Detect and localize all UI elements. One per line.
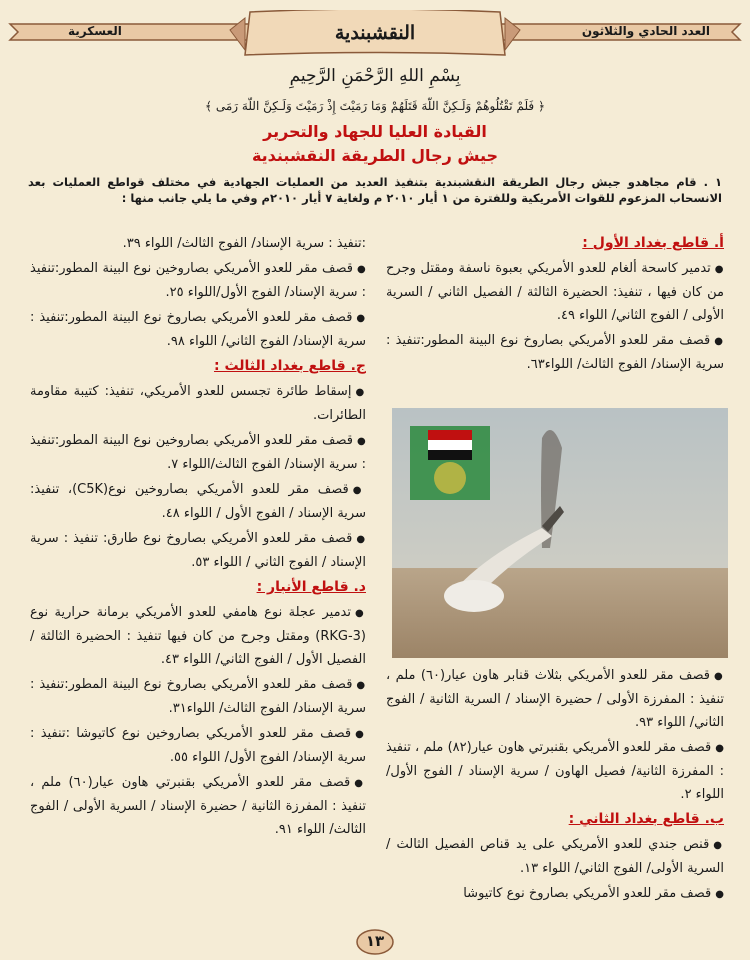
list-item: ●تدمير عجلة نوع هامفي للعدو الأمريكي برمانة حرارية نوع (RKG-3) ومقتل وجرح من كان فيها تنفيذ : الحضيرة الثالثة / الفصيل الأول / الفوج الثاني/ اللواء ٤٣. (30, 605, 367, 667)
right-column (386, 230, 724, 378)
list-item: ●قصف مقر للعدو الأمريكي بصاروخين نوع(C5K)، تنفيذ: سرية الإسناد / الفوج الأول / اللواء ٤٨. (30, 482, 366, 521)
section-heading-a: أ. قاطع بغداد الأول : (582, 235, 724, 251)
page-number: ١٣ (365, 932, 385, 950)
org-title-2: جيش رجال الطريقة النقشبندية (251, 146, 499, 165)
list-item: ●قصف مقر للعدو الأمريكي بصاروخ نوع البينة المطور:تنفيذ : سرية الإسناد/ الفوج الثالث/ اللواء٦٣. (386, 333, 724, 372)
list-item: ●قصف مقر للعدو الأمريكي بصاروخ نوع البينة المطور:تنفيذ : سرية الإسناد/ الفوج الثاني/ اللواء ٩٨. (30, 310, 366, 349)
rocket-launch-photo (392, 408, 728, 658)
quran-verse: ﴿ فَلَمْ تَقْتُلُوهُمْ وَلَـكِنَّ اللّهَ قَتَلَهُمْ وَمَا رَمَيْتَ إِذْ رَمَيْتَ وَلَـكِنَّ اللّهَ رَمَى ﴾ (205, 99, 545, 113)
list-item: ●إسقاط طائرة تجسس للعدو الأمريكي، تنفيذ: كتيبة مقاومة الطائرات. (30, 384, 366, 423)
list-item: ●قصف مقر للعدو الأمريكي بصاروخ نوع طارق: تنفيذ : سرية الإسناد / الفوج الثاني / اللواء ٥٣. (30, 531, 366, 570)
header-issue: العدد الحادي والثلاثون (581, 24, 710, 38)
continued-text: :تنفيذ : سرية الإسناد/ الفوج الثالث/ اللواء ٣٩. (122, 236, 366, 251)
basmala: بِسْمِ اللهِ الرَّحْمَنِ الرَّحِيمِ (289, 66, 461, 86)
list-item: ●قصف مقر للعدو الأمريكي بثلاث قنابر هاون عيار(٦٠) ملم ، تنفيذ : المفرزة الأولى / حضيرة الإسناد / السرية الثانية / الفوج الثاني/ اللواء ٩٣. (386, 668, 725, 730)
section-heading-c: ج. قاطع بغداد الثالث : (213, 358, 366, 374)
header-section: العسكرية (68, 24, 122, 38)
list-item: ●تدمير كاسحة ألغام للعدو الأمريكي بعبوة ناسفة ومقتل وجرح من كان فيها ، تنفيذ: الحضيرة الثالثة / الفصيل الثاني / السرية الأولى / الفوج الثاني/ اللواء ٤٩. (386, 261, 724, 323)
org-title-1: القيادة العليا للجهاد والتحرير (263, 122, 487, 141)
left-column (30, 232, 366, 843)
section-heading-d: د. قاطع الأنبار : (256, 579, 366, 595)
list-item: ●قصف مقر للعدو الأمريكي بصاروخ نوع البينة المطور:تنفيذ : سرية الإسناد/ الفوج الثالث/ اللواء٣١. (30, 677, 366, 716)
list-item: ●قصف مقر للعدو الأمريكي بصاروخين نوع البينة المطور:تنفيذ : سرية الإسناد/ الفوج الثالث/اللواء ٧. (30, 433, 367, 472)
page-number-badge (355, 928, 395, 956)
section-heading-b: ب. قاطع بغداد الثاني : (568, 811, 724, 827)
list-item: ●قصف مقر للعدو الأمريكي بصاروخين نوع البينة المطور:تنفيذ : سرية الإسناد/ الفوج الأول/اللواء ٢٥. (30, 261, 367, 300)
list-item: ●قصف مقر للعدو الأمريكي بقنبرتي هاون عيار(٨٢) ملم ، تنفيذ : المفرزة الثانية/ فصيل الهاون / سرية الإسناد / الفوج الأول/ اللواء ٢. (386, 740, 724, 802)
list-item: ●قنص جندي للعدو الأمريكي على يد قناص الفصيل الثالث / السرية الأولى/ الفوج الثاني/ اللواء ١٣. (386, 837, 724, 876)
right-column-bottom (386, 664, 724, 908)
banner-title: النقشبندية (334, 22, 416, 44)
list-item: ●قصف مقر للعدو الأمريكي بقنبرتي هاون عيار(٦٠) ملم ، تنفيذ : المفرزة الثانية / حضيرة الإسناد / السرية الأولى / الفوج الثالث/ اللواء ٩١. (30, 775, 367, 837)
list-item: ●قصف مقر للعدو الأمريكي بصاروخين نوع كاتيوشا :تنفيذ : سرية الإسناد/ الفوج الأول/ اللواء ٥٥. (30, 726, 366, 765)
list-item: ●قصف مقر للعدو الأمريكي بصاروخ نوع كاتيوشا (463, 886, 724, 901)
intro-paragraph: ١ . قام مجاهدو جيش رجال الطريقة النقشبندية بتنفيذ العديد من العمليات الجهادية في مختلف قواطع العمليات بعد الانسحاب المزعوم للقوات الأمريكية وللفترة من ١ أيار ٢٠١٠ م ولغاية ٧ أيار ٢٠١٠م وفي ما يلي جانب منها : (28, 175, 722, 205)
